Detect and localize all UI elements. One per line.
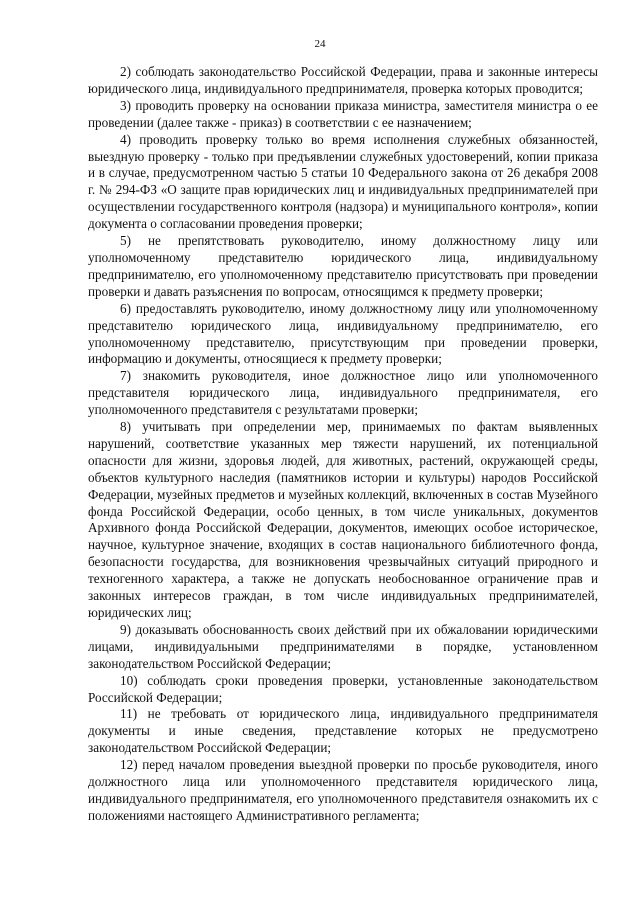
- paragraph-item-5: 5) не препятствовать руководителю, иному должностному лицу или уполномоченному представителю юридического лица, индивидуальному предпринимателю, его уполномоченному представителю присутствовать при проведении проверки и давать разъяснения по вопросам, относящимся к предмету проверки;: [88, 233, 598, 299]
- paragraph-item-7: 7) знакомить руководителя, иное должностное лицо или уполномоченного представителя юридического лица, индивидуального предпринимателя, его уполномоченного представителя с результатами проверки;: [88, 368, 598, 418]
- paragraph-item-4: 4) проводить проверку только во время исполнения служебных обязанностей, выездную проверку - только при предъявлении служебных удостоверений, копии приказа и в случае, предусмотренном частью 5 статьи 10 Федерального закона от 26 декабря 2008 г. № 294-ФЗ «О защите прав юридических лиц и индивидуальных предпринимателей при осуществлении государственного контроля (надзора) и муниципального контроля», копии документа о согласовании проведения проверки;: [88, 131, 598, 232]
- paragraph-item-9: 9) доказывать обоснованность своих действий при их обжаловании юридическими лицами, индивидуальными предпринимателями в порядке, установленном законодательством Российской Федерации;: [88, 621, 598, 671]
- paragraph-item-3: 3) проводить проверку на основании приказа министра, заместителя министра о ее проведении (далее также - приказ) в соответствии с ее назначением;: [88, 97, 598, 130]
- paragraph-item-6: 6) предоставлять руководителю, иному должностному лицу или уполномоченному представителю юридического лица, индивидуальному предпринимателю, его уполномоченному представителю, присутствующим при проведении проверки, информацию и документы, относящиеся к предмету проверки;: [88, 300, 598, 367]
- paragraph-item-2: 2) соблюдать законодательство Российской Федерации, права и законные интересы юридического лица, индивидуального предпринимателя, проверка которых проводится;: [88, 64, 598, 96]
- page-number: 24: [314, 38, 326, 50]
- page-body: [88, 64, 598, 825]
- paragraph-item-10: 10) соблюдать сроки проведения проверки, установленные законодательством Российской Федерации;: [88, 672, 598, 705]
- paragraph-item-8: 8) учитывать при определении мер, принимаемых по фактам выявленных нарушений, соответствие указанных мер тяжести нарушений, их потенциальной опасности для жизни, здоровья людей, для животных, растений, окружающей среды, объектов культурного наследия (памятников истории и культуры) народов Российской Федерации, музейных предметов и музейных коллекций, включенных в состав Музейного фонда Российской Федерации, особо ценных, в том числе уникальных, документов Архивного фонда Российской Федерации, документов, имеющих особое историческое, научное, культурное значение, входящих в состав национального библиотечного фонда, безопасности государства, для возникновения чрезвычайных ситуаций природного и техногенного характера, а также не допускать необоснованное ограничение прав и законных интересов граждан, в том числе индивидуальных предпринимателей, юридических лиц;: [88, 419, 598, 620]
- paragraph-item-12: 12) перед началом проведения выездной проверки по просьбе руководителя, иного должностного лица или уполномоченного представителя юридического лица, индивидуального предпринимателя, его уполномоченного представителя ознакомить их с положениями настоящего Административного регламента;: [88, 757, 598, 823]
- paragraph-item-11: 11) не требовать от юридического лица, индивидуального предпринимателя документы и иные сведения, представление которых не предусмотрено законодательством Российской Федерации;: [88, 706, 598, 756]
